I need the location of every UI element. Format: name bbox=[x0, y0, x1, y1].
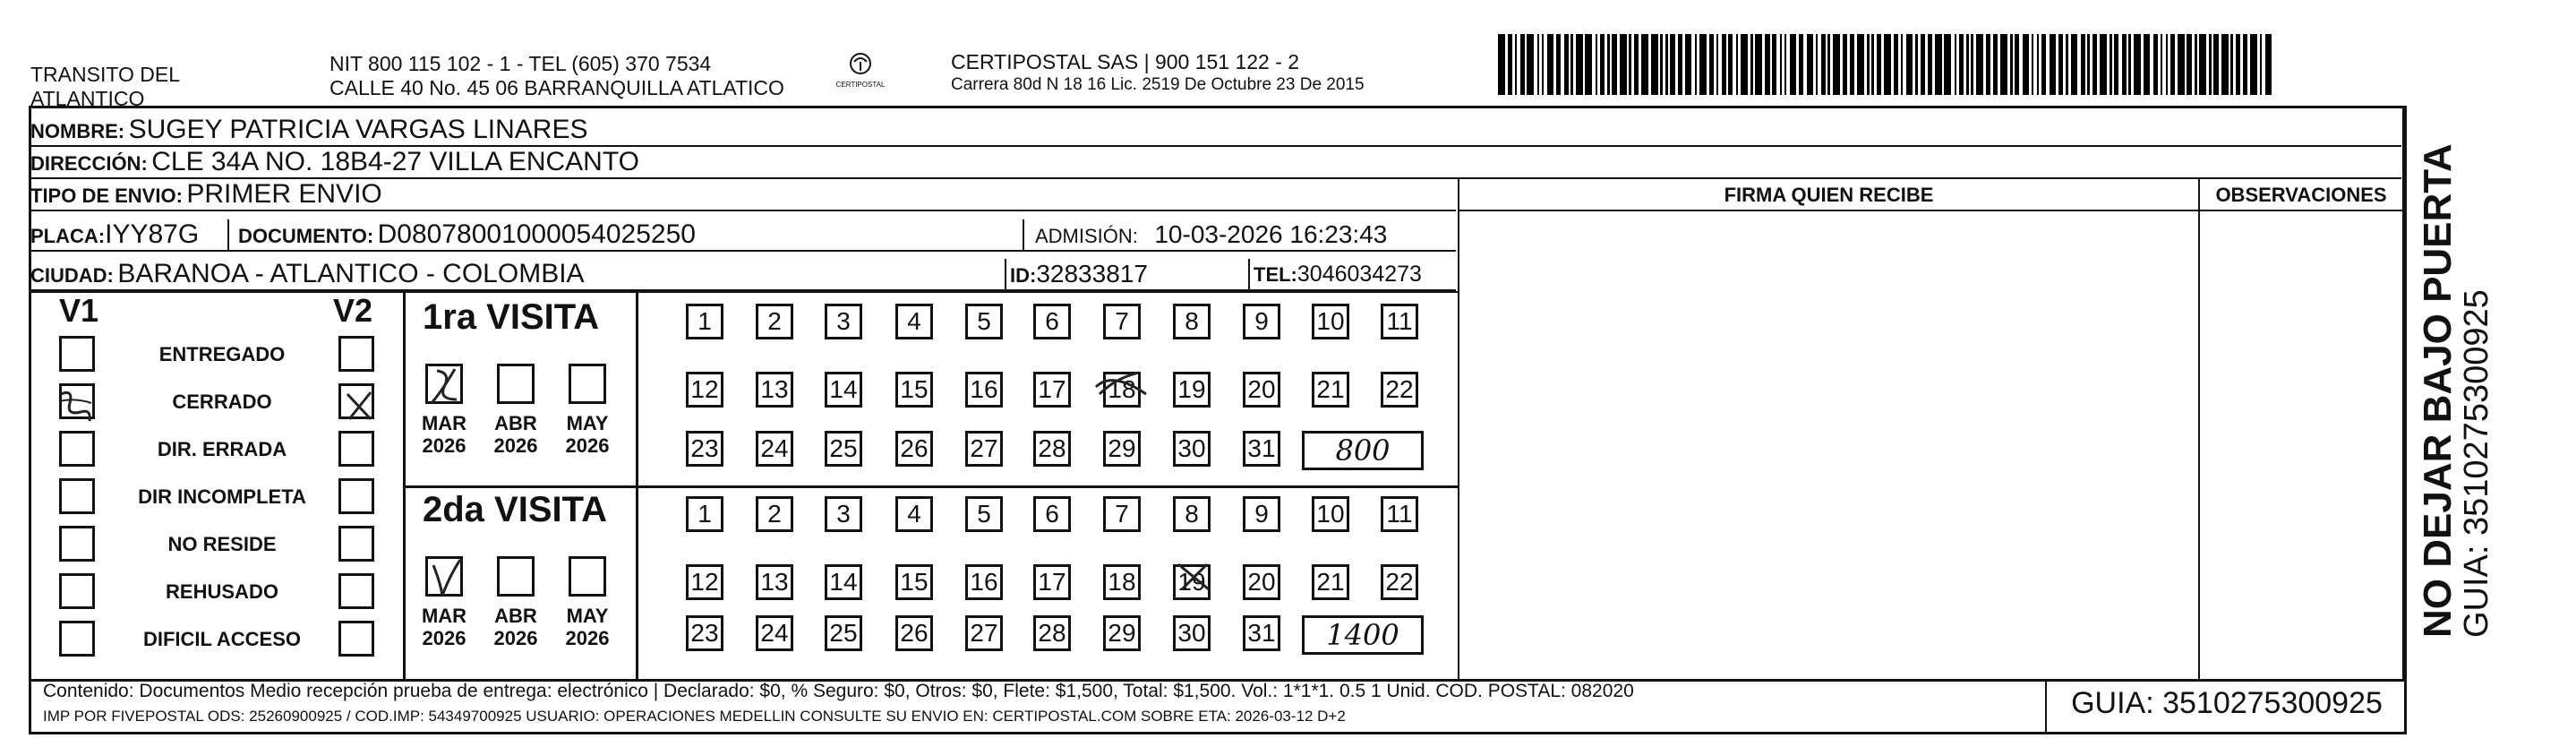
admission-label: ADMISIÓN: bbox=[1035, 225, 1138, 247]
barcode-bar bbox=[1935, 34, 1942, 95]
barcode-bar bbox=[2037, 34, 2040, 95]
barcode-bar bbox=[2023, 34, 2030, 95]
side-warning: NO DEJAR BAJO PUERTA bbox=[2416, 143, 2460, 638]
day-box[interactable]: 7 bbox=[1103, 304, 1141, 339]
barcode-bar bbox=[2243, 34, 2247, 95]
sender-contact bbox=[329, 52, 784, 100]
day-box[interactable]: 3 bbox=[825, 304, 862, 339]
address-label: DIRECCIÓN: bbox=[30, 152, 148, 175]
barcode-bar bbox=[2081, 34, 2085, 95]
barcode-bar bbox=[1576, 34, 1583, 95]
barcode-bar bbox=[1508, 34, 1512, 95]
sender-line-1: TRANSITO DEL bbox=[30, 63, 180, 86]
barcode-bar bbox=[1520, 34, 1525, 95]
barcode-bar bbox=[1871, 34, 1874, 95]
barcode-bar bbox=[1709, 34, 1714, 95]
barcode-bar bbox=[2161, 34, 2163, 95]
month-year: 2026 bbox=[422, 434, 466, 457]
first-visit-title: 1ra VISITA bbox=[423, 297, 600, 337]
barcode-bar bbox=[1556, 34, 1561, 95]
first-visit-mar-mark bbox=[424, 364, 466, 408]
v1-cerrado-mark bbox=[56, 385, 97, 426]
v2-label: V2 bbox=[333, 292, 373, 329]
barcode-bar bbox=[2153, 34, 2158, 95]
day-box[interactable]: 1 bbox=[686, 304, 723, 339]
day-box[interactable]: 19 bbox=[1173, 564, 1211, 600]
day-box[interactable]: 25 bbox=[825, 431, 862, 467]
status-label: REHUSADO bbox=[166, 580, 278, 603]
day-box[interactable]: 23 bbox=[686, 431, 723, 467]
day-box[interactable]: 6 bbox=[1033, 304, 1071, 339]
day-box[interactable]: 9 bbox=[1243, 304, 1280, 339]
name-label: NOMBRE: bbox=[30, 120, 125, 142]
barcode-bar bbox=[1884, 34, 1891, 95]
day-box[interactable]: 28 bbox=[1033, 615, 1071, 651]
day-box[interactable]: 31 bbox=[1243, 431, 1280, 467]
barcode-bar bbox=[1564, 34, 1569, 95]
day-box[interactable]: 4 bbox=[895, 304, 933, 339]
sender-line-2: ATLANTICO bbox=[30, 87, 145, 110]
barcode-bar bbox=[2170, 34, 2175, 95]
day-box[interactable]: 30 bbox=[1173, 615, 1211, 651]
v2-checkbox[interactable] bbox=[338, 478, 374, 514]
day-box[interactable]: 1 bbox=[686, 496, 723, 532]
status-label: ENTREGADO bbox=[158, 343, 286, 365]
barcode-bar bbox=[2166, 34, 2169, 95]
logo-text: CERTIPOSTAL bbox=[835, 81, 886, 89]
day-box[interactable]: 25 bbox=[825, 615, 862, 651]
barcode-bar bbox=[2000, 34, 2007, 95]
day-box[interactable]: 24 bbox=[756, 431, 793, 467]
day-box[interactable]: 11 bbox=[1381, 304, 1418, 339]
day-box[interactable]: 15 bbox=[895, 372, 933, 408]
doc-value: D08078001000054025250 bbox=[377, 219, 696, 249]
license-line: Carrera 80d N 18 16 Lic. 2519 De Octubre 23 De 2015 bbox=[951, 75, 1365, 94]
v1-checkbox[interactable] bbox=[59, 431, 95, 467]
barcode-bar bbox=[2209, 34, 2212, 95]
barcode-bar bbox=[1641, 34, 1648, 95]
month-year: 2026 bbox=[493, 434, 538, 457]
sender-name bbox=[30, 63, 180, 111]
day-box[interactable]: 18 bbox=[1103, 372, 1141, 408]
barcode-bar bbox=[1651, 34, 1658, 95]
barcode-bar bbox=[2134, 34, 2141, 95]
day-box[interactable]: 21 bbox=[1312, 564, 1349, 600]
barcode-bar bbox=[1959, 34, 1964, 95]
barcode-bar bbox=[1607, 34, 1610, 95]
barcode-bar bbox=[1596, 34, 1598, 95]
month-name: MAR bbox=[421, 605, 467, 627]
barcode-bar bbox=[1728, 34, 1733, 95]
day-box[interactable]: 22 bbox=[1381, 372, 1418, 408]
city-label: CIUDAD: bbox=[30, 264, 114, 287]
day-box[interactable]: 16 bbox=[965, 372, 1003, 408]
v2-checkbox[interactable] bbox=[338, 526, 374, 562]
barcode-bar bbox=[2050, 34, 2057, 95]
signature-header: FIRMA QUIEN RECIBE bbox=[1724, 184, 1934, 206]
side-vertical-text bbox=[2418, 127, 2495, 638]
plate-divider bbox=[227, 219, 229, 250]
month-year: 2026 bbox=[422, 627, 466, 649]
barcode-bar bbox=[2213, 34, 2218, 95]
certipostal-logo bbox=[833, 49, 888, 94]
company-line: CERTIPOSTAL SAS | 900 151 122 - 2 bbox=[951, 50, 1300, 73]
day-box[interactable]: 10 bbox=[1312, 304, 1349, 339]
day-box[interactable]: 17 bbox=[1033, 564, 1071, 600]
tel-label: TEL: bbox=[1254, 263, 1297, 286]
month-label bbox=[556, 605, 619, 649]
day-box[interactable]: 29 bbox=[1103, 615, 1141, 651]
barcode-bar bbox=[2114, 34, 2118, 95]
barcode-bar bbox=[1799, 34, 1803, 95]
nit-line: NIT 800 115 102 - 1 - TEL (605) 370 7534 bbox=[329, 52, 712, 75]
v1-checkbox[interactable] bbox=[59, 621, 95, 657]
barcode-bar bbox=[1665, 34, 1668, 95]
barcode-bar bbox=[1833, 34, 1840, 95]
visit-split-line bbox=[403, 485, 1458, 488]
day-19-cross-mark bbox=[1173, 559, 1214, 595]
observations-header: OBSERVACIONES bbox=[2215, 184, 2387, 206]
day-box[interactable]: 5 bbox=[965, 304, 1003, 339]
status-label: NO RESIDE bbox=[167, 533, 277, 555]
name-value: SUGEY PATRICIA VARGAS LINARES bbox=[128, 115, 588, 144]
day-box[interactable]: 17 bbox=[1033, 372, 1071, 408]
barcode-bar bbox=[2100, 34, 2107, 95]
month-checkbox[interactable] bbox=[569, 364, 606, 404]
month-name: MAY bbox=[566, 412, 609, 434]
month-checkbox[interactable] bbox=[497, 556, 535, 597]
v2-checkbox[interactable] bbox=[338, 621, 374, 657]
tel-divider bbox=[1248, 259, 1250, 289]
barcode-bar bbox=[1741, 34, 1748, 95]
row-type bbox=[30, 179, 1456, 211]
barcode-bar bbox=[2265, 34, 2272, 95]
status-top-line bbox=[30, 291, 1458, 293]
barcode-bar bbox=[2221, 34, 2229, 95]
barcode-bar bbox=[1765, 34, 1769, 95]
plate-value: IYY87G bbox=[105, 219, 200, 249]
row-plate bbox=[30, 219, 1456, 252]
day-box[interactable]: 4 bbox=[895, 496, 933, 532]
barcode-bar bbox=[2071, 34, 2078, 95]
day-box[interactable]: 15 bbox=[895, 564, 933, 600]
city-value: BARANOA - ATLANTICO - COLOMBIA bbox=[117, 259, 585, 288]
barcode-bar bbox=[2122, 34, 2127, 95]
barcode-bar bbox=[1784, 34, 1787, 95]
barcode-bar bbox=[1966, 34, 1969, 95]
tel-value: 3046034273 bbox=[1297, 262, 1422, 287]
day-box[interactable]: 9 bbox=[1243, 496, 1280, 532]
barcode-bar bbox=[2236, 34, 2240, 95]
month-year: 2026 bbox=[565, 434, 610, 457]
barcode-bar bbox=[1894, 34, 1898, 95]
time-second-visit: 1400 bbox=[1326, 618, 1399, 652]
barcode-bar bbox=[1660, 34, 1663, 95]
month-name: MAR bbox=[421, 412, 467, 434]
barcode-bar bbox=[1976, 34, 1983, 95]
v2-checkbox[interactable] bbox=[338, 336, 374, 372]
day-box[interactable]: 13 bbox=[756, 372, 793, 408]
barcode-bar bbox=[1537, 34, 1540, 95]
barcode-bar bbox=[1993, 34, 1998, 95]
barcode-bar bbox=[1527, 34, 1534, 95]
barcode-bar bbox=[2092, 34, 2097, 95]
barcode-bar bbox=[1722, 34, 1726, 95]
row-city bbox=[30, 259, 1456, 291]
barcode-bar bbox=[1867, 34, 1870, 95]
barcode-bar bbox=[2128, 34, 2131, 95]
barcode bbox=[1498, 34, 2275, 95]
barcode-bar bbox=[2015, 34, 2019, 95]
second-visit-mar-mark bbox=[424, 556, 466, 601]
barcode-bar bbox=[1542, 34, 1545, 95]
v1-checkbox[interactable] bbox=[59, 526, 95, 562]
barcode-bar bbox=[1498, 34, 1505, 95]
admission-value: 10-03-2026 16:23:43 bbox=[1154, 220, 1388, 248]
day-box[interactable]: 2 bbox=[756, 304, 793, 339]
barcode-bar bbox=[1755, 34, 1762, 95]
day-box[interactable]: 21 bbox=[1312, 372, 1349, 408]
status-label: CERRADO bbox=[172, 391, 272, 413]
day-box[interactable]: 3 bbox=[825, 496, 862, 532]
barcode-bar bbox=[1955, 34, 1957, 95]
month-label bbox=[484, 412, 547, 457]
day-box[interactable]: 2 bbox=[756, 496, 793, 532]
day-box[interactable]: 23 bbox=[686, 615, 723, 651]
barcode-bar bbox=[1515, 34, 1518, 95]
barcode-bar bbox=[1915, 34, 1918, 95]
barcode-bar bbox=[1750, 34, 1753, 95]
month-name: ABR bbox=[494, 605, 537, 627]
day-box[interactable]: 22 bbox=[1381, 564, 1418, 600]
barcode-bar bbox=[1816, 34, 1819, 95]
admission-divider bbox=[1023, 219, 1024, 250]
time-first-visit: 800 bbox=[1335, 434, 1391, 468]
v1-checkbox[interactable] bbox=[59, 573, 95, 609]
barcode-bar bbox=[2178, 34, 2185, 95]
doc-label: DOCUMENTO: bbox=[238, 225, 374, 247]
status-label: DIR INCOMPLETA bbox=[138, 485, 306, 508]
barcode-bar bbox=[1821, 34, 1826, 95]
barcode-bar bbox=[1670, 34, 1674, 95]
barcode-bar bbox=[1570, 34, 1573, 95]
barcode-bar bbox=[1780, 34, 1783, 95]
day-box[interactable]: 27 bbox=[965, 431, 1003, 467]
barcode-bar bbox=[1986, 34, 1990, 95]
barcode-bar bbox=[1921, 34, 1925, 95]
barcode-bar bbox=[1634, 34, 1639, 95]
time-box-first-visit[interactable] bbox=[1302, 431, 1424, 470]
day-box[interactable]: 31 bbox=[1243, 615, 1280, 651]
status-label: DIFICIL ACCESO bbox=[142, 628, 301, 650]
day-box[interactable]: 12 bbox=[686, 372, 723, 408]
barcode-bar bbox=[1877, 34, 1881, 95]
side-divider bbox=[2402, 106, 2405, 679]
plate-label: PLACA: bbox=[30, 225, 106, 247]
month-checkbox[interactable] bbox=[569, 556, 606, 597]
barcode-bar bbox=[2041, 34, 2046, 95]
barcode-bar bbox=[1736, 34, 1739, 95]
day-box[interactable]: 26 bbox=[895, 615, 933, 651]
day-box[interactable]: 16 bbox=[965, 564, 1003, 600]
barcode-bar bbox=[2199, 34, 2206, 95]
day-box[interactable]: 8 bbox=[1173, 304, 1211, 339]
day-box[interactable]: 24 bbox=[756, 615, 793, 651]
row-name bbox=[30, 115, 2401, 147]
v1-checkbox[interactable] bbox=[59, 336, 95, 372]
day-box[interactable]: 30 bbox=[1173, 431, 1211, 467]
id-label: ID: bbox=[1010, 264, 1037, 287]
footer-line-1: Contenido: Documentos Medio recepción prueba de entrega: electrónico | Declarado: $0, % Seguro: $0, Otros: $0, Flete: $1,500, Total: $1,500. Vol.: 1*1*1. 0.5 1 Unid. COD. POSTAL: 082020 bbox=[43, 681, 1634, 701]
row-address bbox=[30, 147, 2401, 179]
barcode-bar bbox=[1620, 34, 1627, 95]
day-box[interactable]: 6 bbox=[1033, 496, 1071, 532]
day-box[interactable]: 12 bbox=[686, 564, 723, 600]
barcode-bar bbox=[1585, 34, 1592, 95]
footer-guia-divider bbox=[2045, 679, 2047, 734]
barcode-bar bbox=[1772, 34, 1776, 95]
barcode-bar bbox=[1678, 34, 1682, 95]
barcode-bar bbox=[2058, 34, 2063, 95]
footer-guia: GUIA: 3510275300925 bbox=[2071, 686, 2383, 720]
day-box[interactable]: 20 bbox=[1243, 372, 1280, 408]
v1-checkbox[interactable] bbox=[59, 478, 95, 514]
barcode-bar bbox=[1685, 34, 1692, 95]
barcode-bar bbox=[2195, 34, 2197, 95]
day-box[interactable]: 29 bbox=[1103, 431, 1141, 467]
barcode-bar bbox=[1629, 34, 1631, 95]
month-name: MAY bbox=[566, 605, 609, 627]
status-label: DIR. ERRADA bbox=[157, 438, 287, 460]
day-box[interactable]: 10 bbox=[1312, 496, 1349, 532]
month-label bbox=[413, 605, 475, 649]
barcode-bar bbox=[1547, 34, 1554, 95]
barcode-bar bbox=[2187, 34, 2191, 95]
day-box[interactable]: 7 bbox=[1103, 496, 1141, 532]
footer-line-2: IMP POR FIVEPOSTAL ODS: 25260900925 / COD.IMP: 54349700925 USUARIO: OPERACIONES MEDELLIN CONSULTE SU ENVIO EN: CERTIPOSTAL.COM SOBRE ETA: 2026-03-12 D+2 bbox=[43, 708, 1346, 725]
barcode-bar bbox=[1850, 34, 1854, 95]
barcode-bar bbox=[2260, 34, 2263, 95]
barcode-bar bbox=[2066, 34, 2068, 95]
barcode-bar bbox=[1971, 34, 1973, 95]
v2-checkbox[interactable] bbox=[338, 431, 374, 467]
day-box[interactable]: 8 bbox=[1173, 496, 1211, 532]
day-box[interactable]: 26 bbox=[895, 431, 933, 467]
day-box[interactable]: 18 bbox=[1103, 564, 1141, 600]
barcode-bar bbox=[1857, 34, 1864, 95]
barcode-bar bbox=[2144, 34, 2151, 95]
barcode-bar bbox=[1827, 34, 1830, 95]
sender-address-line: CALLE 40 No. 45 06 BARRANQUILLA ATLATICO bbox=[329, 76, 784, 99]
v2-checkbox[interactable] bbox=[338, 573, 374, 609]
time-box-second-visit[interactable] bbox=[1302, 615, 1424, 655]
day-box[interactable]: 20 bbox=[1243, 564, 1280, 600]
month-year: 2026 bbox=[565, 627, 610, 649]
barcode-bar bbox=[1928, 34, 1932, 95]
barcode-bar bbox=[1699, 34, 1707, 95]
barcode-bar bbox=[1695, 34, 1698, 95]
barcode-bar bbox=[1843, 34, 1847, 95]
day-box[interactable]: 5 bbox=[965, 496, 1003, 532]
barcode-bar bbox=[2230, 34, 2233, 95]
second-visit-title: 2da VISITA bbox=[423, 490, 607, 529]
barcode-bar bbox=[1716, 34, 1719, 95]
day-box[interactable]: 11 bbox=[1381, 496, 1418, 532]
barcode-bar bbox=[2110, 34, 2112, 95]
company-info bbox=[951, 50, 1365, 96]
month-checkbox[interactable] bbox=[497, 364, 535, 404]
day-box[interactable]: 19 bbox=[1173, 372, 1211, 408]
barcode-bar bbox=[1906, 34, 1913, 95]
barcode-bar bbox=[1807, 34, 1814, 95]
barcode-bar bbox=[2250, 34, 2257, 95]
day-box[interactable]: 13 bbox=[756, 564, 793, 600]
id-divider bbox=[1005, 259, 1006, 289]
month-year: 2026 bbox=[493, 627, 538, 649]
month-label bbox=[556, 412, 619, 457]
address-value: CLE 34A NO. 18B4-27 VILLA ENCANTO bbox=[151, 147, 639, 176]
barcode-bar bbox=[1612, 34, 1616, 95]
v1-label: V1 bbox=[59, 292, 99, 329]
signature-area[interactable] bbox=[1459, 211, 2198, 679]
month-name: ABR bbox=[494, 412, 537, 434]
barcode-bar bbox=[1944, 34, 1951, 95]
day-18-cross-mark bbox=[1094, 367, 1148, 403]
barcode-bar bbox=[2087, 34, 2090, 95]
observations-area[interactable] bbox=[2200, 211, 2402, 679]
day-box[interactable]: 14 bbox=[825, 564, 862, 600]
type-label: TIPO DE ENVIO: bbox=[30, 185, 183, 207]
type-value: PRIMER ENVIO bbox=[186, 179, 382, 209]
barcode-bar bbox=[1901, 34, 1904, 95]
barcode-bar bbox=[2032, 34, 2034, 95]
side-guia: GUIA: 3510275300925 bbox=[2458, 289, 2495, 638]
day-box[interactable]: 14 bbox=[825, 372, 862, 408]
day-box[interactable]: 28 bbox=[1033, 431, 1071, 467]
barcode-bar bbox=[1600, 34, 1605, 95]
month-label bbox=[484, 605, 547, 649]
barcode-bar bbox=[2010, 34, 2013, 95]
month-label bbox=[413, 412, 475, 457]
id-value: 32833817 bbox=[1036, 260, 1148, 288]
v2-cerrado-mark bbox=[338, 385, 380, 426]
barcode-bar bbox=[1790, 34, 1797, 95]
day-box[interactable]: 27 bbox=[965, 615, 1003, 651]
